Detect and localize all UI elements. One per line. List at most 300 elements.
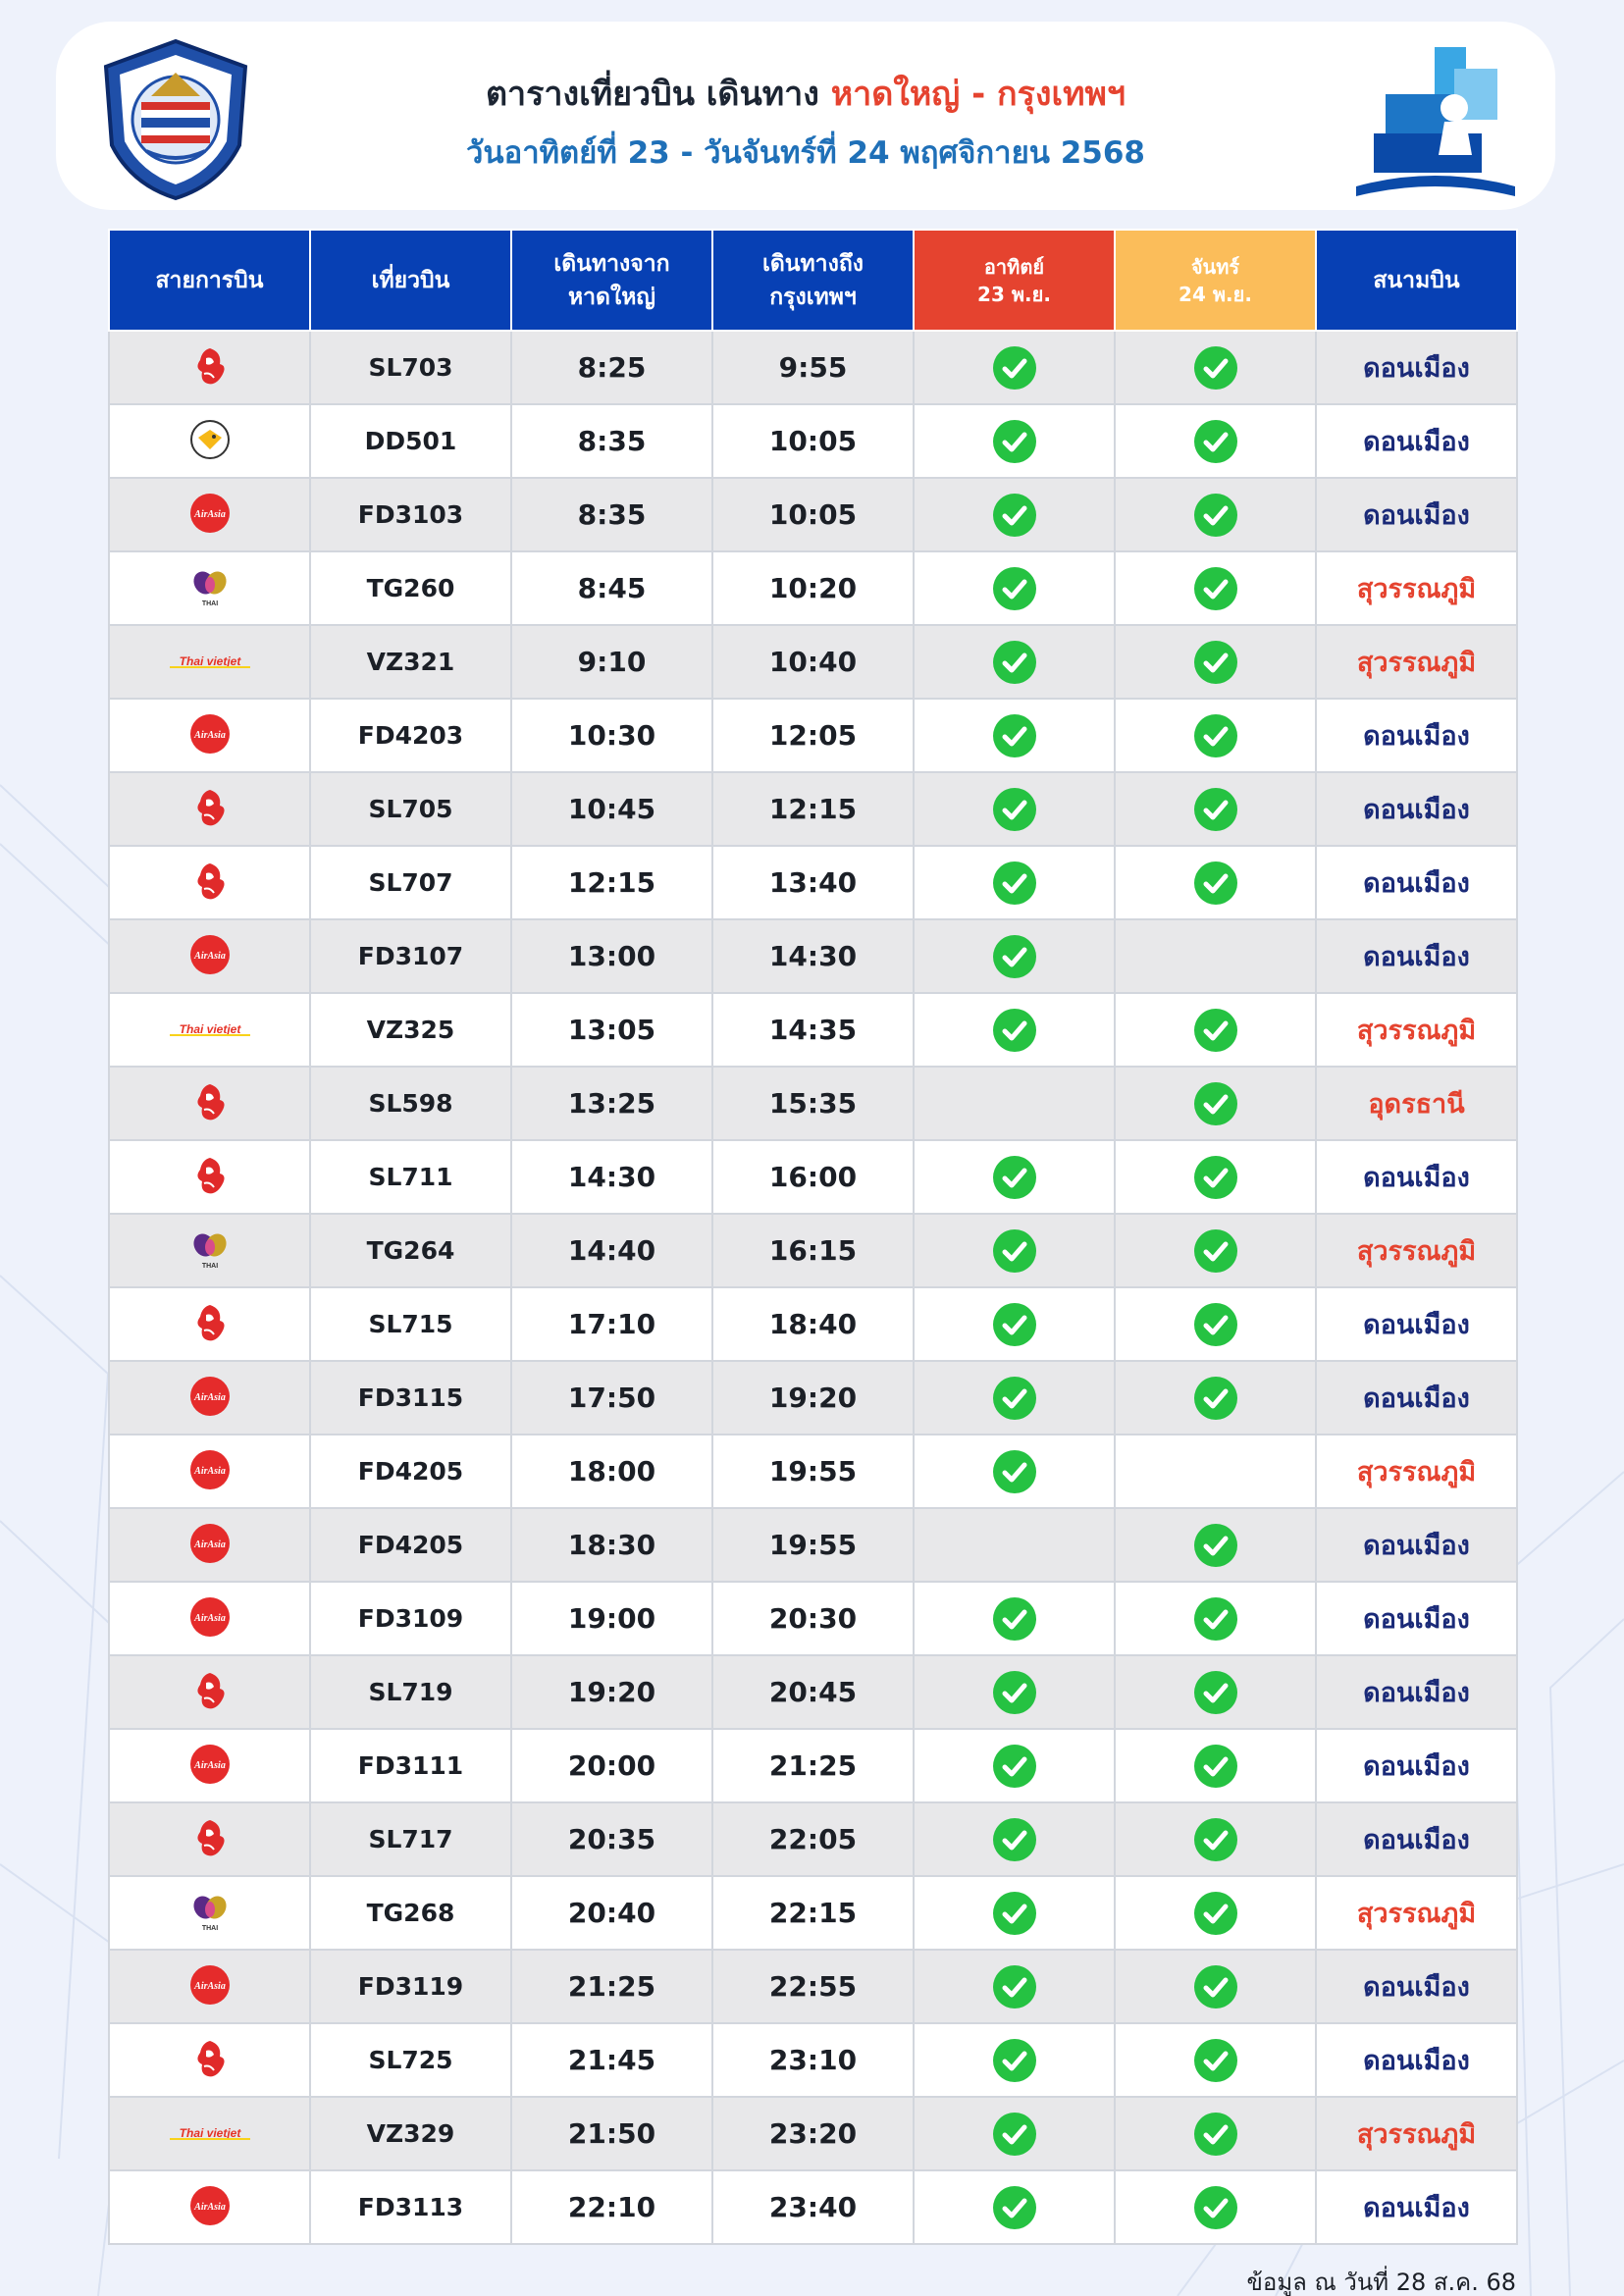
thai-icon bbox=[188, 1890, 232, 1937]
airline-logo-cell bbox=[109, 2170, 310, 2244]
airport-name: ดอนเมือง bbox=[1316, 1582, 1517, 1655]
airport-name: ดอนเมือง bbox=[1316, 1729, 1517, 1802]
airline-logo-cell bbox=[109, 331, 310, 404]
arrival-time: 23:10 bbox=[712, 2023, 914, 2097]
sunday-status-cell bbox=[914, 1287, 1115, 1361]
airline-logo-cell bbox=[109, 2023, 310, 2097]
airline-logo-cell bbox=[109, 625, 310, 699]
flight-number: FD4203 bbox=[310, 699, 511, 772]
check-icon bbox=[993, 788, 1036, 831]
flight-number: FD3109 bbox=[310, 1582, 511, 1655]
svg-text:Thai vietjet: Thai vietjet bbox=[179, 1021, 240, 1036]
marine-department-emblem-icon bbox=[102, 37, 249, 202]
departure-time: 14:30 bbox=[511, 1140, 712, 1214]
arrival-time: 22:15 bbox=[712, 1876, 914, 1950]
monday-status-cell bbox=[1115, 1729, 1316, 1802]
airport-name: ดอนเมือง bbox=[1316, 919, 1517, 993]
airport-name: อุดรธานี bbox=[1316, 1067, 1517, 1140]
header-airline: สายการบิน bbox=[109, 230, 310, 331]
arrival-time: 19:20 bbox=[712, 1361, 914, 1435]
svg-text:AirAsia: AirAsia bbox=[193, 1759, 226, 1771]
departure-time: 10:30 bbox=[511, 699, 712, 772]
svg-text:AirAsia: AirAsia bbox=[193, 1465, 226, 1477]
check-icon bbox=[1194, 1303, 1237, 1346]
flight-number: TG268 bbox=[310, 1876, 511, 1950]
airasia-icon bbox=[188, 1448, 232, 1495]
airline-logo-cell bbox=[109, 1435, 310, 1508]
page-title bbox=[56, 67, 1555, 120]
airasia-icon bbox=[188, 492, 232, 539]
flight-number: SL705 bbox=[310, 772, 511, 846]
arrival-time: 23:20 bbox=[712, 2097, 914, 2170]
check-icon bbox=[1194, 2039, 1237, 2082]
table-row bbox=[109, 1950, 1517, 2023]
departure-time: 19:00 bbox=[511, 1582, 712, 1655]
header-sunday: อาทิตย์ 23 พ.ย. bbox=[914, 230, 1115, 331]
check-icon bbox=[1194, 567, 1237, 610]
airport-name: สุวรรณภูมิ bbox=[1316, 1214, 1517, 1287]
flight-number: FD3113 bbox=[310, 2170, 511, 2244]
airport-name: สุวรรณภูมิ bbox=[1316, 551, 1517, 625]
sunday-status-cell bbox=[914, 2023, 1115, 2097]
flight-number: FD4205 bbox=[310, 1508, 511, 1582]
airline-logo-cell bbox=[109, 551, 310, 625]
monday-status-cell bbox=[1115, 1950, 1316, 2023]
sunday-status-cell bbox=[914, 625, 1115, 699]
airport-name: ดอนเมือง bbox=[1316, 478, 1517, 551]
departure-time: 19:20 bbox=[511, 1655, 712, 1729]
departure-time: 8:35 bbox=[511, 478, 712, 551]
data-as-of-note: ข้อมูล ณ วันที่ 28 ส.ค. 68 bbox=[1246, 2269, 1516, 2296]
svg-text:AirAsia: AirAsia bbox=[193, 508, 226, 520]
flight-number: FD3115 bbox=[310, 1361, 511, 1435]
sunday-status-cell bbox=[914, 551, 1115, 625]
header-monday: จันทร์ 24 พ.ย. bbox=[1115, 230, 1316, 331]
check-icon bbox=[1194, 1745, 1237, 1788]
arrival-time: 20:30 bbox=[712, 1582, 914, 1655]
flight-number: SL717 bbox=[310, 1802, 511, 1876]
check-icon bbox=[993, 346, 1036, 390]
sunday-status-cell bbox=[914, 1140, 1115, 1214]
departure-time: 21:50 bbox=[511, 2097, 712, 2170]
flight-number: SL598 bbox=[310, 1067, 511, 1140]
monday-status-cell bbox=[1115, 1655, 1316, 1729]
departure-time: 20:35 bbox=[511, 1802, 712, 1876]
check-icon bbox=[1194, 1524, 1237, 1567]
arrival-time: 12:05 bbox=[712, 699, 914, 772]
departure-time: 13:25 bbox=[511, 1067, 712, 1140]
sunday-status-cell bbox=[914, 1655, 1115, 1729]
airline-logo-cell bbox=[109, 1287, 310, 1361]
sunday-status-cell bbox=[914, 846, 1115, 919]
check-icon bbox=[993, 420, 1036, 463]
table-row bbox=[109, 1435, 1517, 1508]
svg-text:Thai vietjet: Thai vietjet bbox=[179, 2125, 240, 2140]
lionair-icon bbox=[190, 1301, 230, 1348]
page-subtitle: วันอาทิตย์ที่ 23 - วันจันทร์ที่ 24 พฤศจิกายน 2568 bbox=[465, 135, 1146, 171]
svg-text:THAI: THAI bbox=[201, 600, 218, 607]
lionair-icon bbox=[190, 1154, 230, 1201]
arrival-time: 13:40 bbox=[712, 846, 914, 919]
check-icon bbox=[1194, 1009, 1237, 1052]
lionair-icon bbox=[190, 344, 230, 391]
arrival-time: 10:20 bbox=[712, 551, 914, 625]
airport-name: ดอนเมือง bbox=[1316, 331, 1517, 404]
monday-status-cell bbox=[1115, 1140, 1316, 1214]
header-depart: เดินทางจาก หาดใหญ่ bbox=[511, 230, 712, 331]
lionair-icon bbox=[190, 786, 230, 833]
lionair-icon bbox=[190, 860, 230, 907]
svg-text:AirAsia: AirAsia bbox=[193, 1980, 226, 1992]
check-icon bbox=[993, 714, 1036, 757]
flight-number: SL719 bbox=[310, 1655, 511, 1729]
airport-name: สุวรรณภูมิ bbox=[1316, 1435, 1517, 1508]
title-prefix: ตารางเที่ยวบิน เดินทาง bbox=[485, 75, 831, 114]
sunday-status-cell bbox=[914, 1729, 1115, 1802]
table-row bbox=[109, 1802, 1517, 1876]
sunday-status-cell bbox=[914, 1582, 1115, 1655]
check-icon bbox=[993, 1303, 1036, 1346]
departure-time: 17:50 bbox=[511, 1361, 712, 1435]
arrival-time: 19:55 bbox=[712, 1508, 914, 1582]
airline-logo-cell bbox=[109, 1802, 310, 1876]
thai-icon bbox=[188, 565, 232, 612]
flight-number: TG260 bbox=[310, 551, 511, 625]
departure-time: 13:05 bbox=[511, 993, 712, 1067]
airline-logo-cell bbox=[109, 1361, 310, 1435]
flight-number: VZ329 bbox=[310, 2097, 511, 2170]
departure-time: 8:45 bbox=[511, 551, 712, 625]
arrival-time: 10:05 bbox=[712, 478, 914, 551]
flight-number: VZ321 bbox=[310, 625, 511, 699]
check-icon bbox=[993, 935, 1036, 978]
flight-number: TG264 bbox=[310, 1214, 511, 1287]
arrival-time: 14:35 bbox=[712, 993, 914, 1067]
arrival-time: 14:30 bbox=[712, 919, 914, 993]
airport-name: ดอนเมือง bbox=[1316, 1655, 1517, 1729]
flight-number: SL711 bbox=[310, 1140, 511, 1214]
airasia-icon bbox=[188, 1743, 232, 1790]
check-icon bbox=[993, 2039, 1036, 2082]
sunday-status-cell bbox=[914, 772, 1115, 846]
sunday-status-cell bbox=[914, 331, 1115, 404]
airport-name: ดอนเมือง bbox=[1316, 1802, 1517, 1876]
monday-status-cell bbox=[1115, 1582, 1316, 1655]
flight-number: FD3119 bbox=[310, 1950, 511, 2023]
airport-name: ดอนเมือง bbox=[1316, 2023, 1517, 2097]
check-icon bbox=[993, 494, 1036, 537]
title-route: หาดใหญ่ - กรุงเทพฯ bbox=[830, 75, 1126, 114]
airport-name: สุวรรณภูมิ bbox=[1316, 625, 1517, 699]
sunday-status-cell bbox=[914, 2170, 1115, 2244]
check-icon bbox=[1194, 1156, 1237, 1199]
sunday-status-cell bbox=[914, 1214, 1115, 1287]
airport-name: ดอนเมือง bbox=[1316, 1950, 1517, 2023]
sunday-status-cell bbox=[914, 1361, 1115, 1435]
airasia-icon bbox=[188, 712, 232, 759]
sunday-status-cell bbox=[914, 404, 1115, 478]
airline-logo-cell bbox=[109, 1067, 310, 1140]
monday-status-cell bbox=[1115, 331, 1316, 404]
arrival-time: 22:55 bbox=[712, 1950, 914, 2023]
svg-text:AirAsia: AirAsia bbox=[193, 950, 226, 962]
airport-name: ดอนเมือง bbox=[1316, 1508, 1517, 1582]
airline-logo-cell bbox=[109, 404, 310, 478]
check-icon bbox=[993, 2113, 1036, 2156]
arrival-time: 10:05 bbox=[712, 404, 914, 478]
check-icon bbox=[993, 1818, 1036, 1861]
table-header-row bbox=[109, 230, 1517, 331]
departure-time: 12:15 bbox=[511, 846, 712, 919]
airport-name: ดอนเมือง bbox=[1316, 699, 1517, 772]
airport-name: ดอนเมือง bbox=[1316, 846, 1517, 919]
lionair-icon bbox=[190, 2037, 230, 2084]
check-icon bbox=[1194, 1597, 1237, 1641]
monday-status-cell bbox=[1115, 993, 1316, 1067]
svg-text:AirAsia: AirAsia bbox=[193, 1391, 226, 1403]
sunday-status-cell bbox=[914, 1876, 1115, 1950]
table-row bbox=[109, 551, 1517, 625]
monday-status-cell bbox=[1115, 1876, 1316, 1950]
monday-status-cell bbox=[1115, 1067, 1316, 1140]
flight-number: DD501 bbox=[310, 404, 511, 478]
check-icon bbox=[993, 2186, 1036, 2229]
sunday-status-cell bbox=[914, 478, 1115, 551]
check-icon bbox=[1194, 1377, 1237, 1420]
header-banner bbox=[56, 22, 1555, 210]
airasia-icon bbox=[188, 2184, 232, 2231]
svg-text:Thai vietjet: Thai vietjet bbox=[179, 653, 240, 668]
monday-status-cell bbox=[1115, 2170, 1316, 2244]
check-icon bbox=[1194, 1082, 1237, 1125]
arrival-time: 23:40 bbox=[712, 2170, 914, 2244]
arrival-time: 10:40 bbox=[712, 625, 914, 699]
sunday-status-cell bbox=[914, 1950, 1115, 2023]
check-icon bbox=[993, 861, 1036, 905]
monday-status-cell bbox=[1115, 1802, 1316, 1876]
lionair-icon bbox=[190, 1669, 230, 1716]
sunday-status-cell bbox=[914, 1508, 1115, 1582]
airport-name: ดอนเมือง bbox=[1316, 1361, 1517, 1435]
arrival-time: 21:25 bbox=[712, 1729, 914, 1802]
check-icon bbox=[993, 1377, 1036, 1420]
departure-time: 21:45 bbox=[511, 2023, 712, 2097]
table-row bbox=[109, 1876, 1517, 1950]
airline-logo-cell bbox=[109, 1582, 310, 1655]
monday-status-cell bbox=[1115, 1287, 1316, 1361]
table-row bbox=[109, 625, 1517, 699]
airport-name: ดอนเมือง bbox=[1316, 1287, 1517, 1361]
airasia-icon bbox=[188, 1375, 232, 1422]
airport-name: ดอนเมือง bbox=[1316, 2170, 1517, 2244]
airline-logo-cell bbox=[109, 1214, 310, 1287]
airport-name: สุวรรณภูมิ bbox=[1316, 1876, 1517, 1950]
airline-logo-cell bbox=[109, 919, 310, 993]
check-icon bbox=[993, 567, 1036, 610]
arrival-time: 19:55 bbox=[712, 1435, 914, 1508]
airasia-icon bbox=[188, 1595, 232, 1643]
svg-text:THAI: THAI bbox=[201, 1924, 218, 1932]
table-row bbox=[109, 919, 1517, 993]
svg-text:AirAsia: AirAsia bbox=[193, 1612, 226, 1624]
header-airport: สนามบิน bbox=[1316, 230, 1517, 331]
table-row bbox=[109, 1140, 1517, 1214]
monday-status-cell bbox=[1115, 551, 1316, 625]
table-row bbox=[109, 846, 1517, 919]
check-icon bbox=[993, 1009, 1036, 1052]
table-row bbox=[109, 478, 1517, 551]
flight-number: SL707 bbox=[310, 846, 511, 919]
table-row bbox=[109, 1361, 1517, 1435]
airline-logo-cell bbox=[109, 846, 310, 919]
table-row bbox=[109, 993, 1517, 1067]
check-icon bbox=[993, 1965, 1036, 2009]
vietjet-icon bbox=[166, 1014, 254, 1047]
header-flight: เที่ยวบิน bbox=[310, 230, 511, 331]
check-icon bbox=[1194, 1229, 1237, 1273]
monday-status-cell bbox=[1115, 478, 1316, 551]
airline-logo-cell bbox=[109, 993, 310, 1067]
svg-text:AirAsia: AirAsia bbox=[193, 2201, 226, 2213]
nokair-icon bbox=[188, 418, 232, 465]
departure-time: 20:00 bbox=[511, 1729, 712, 1802]
arrival-time: 18:40 bbox=[712, 1287, 914, 1361]
table-row bbox=[109, 1214, 1517, 1287]
check-icon bbox=[993, 1229, 1036, 1273]
airline-logo-cell bbox=[109, 1655, 310, 1729]
airport-name: สุวรรณภูมิ bbox=[1316, 2097, 1517, 2170]
thai-icon bbox=[188, 1227, 232, 1275]
sunday-status-cell bbox=[914, 699, 1115, 772]
monday-status-cell bbox=[1115, 2097, 1316, 2170]
check-icon bbox=[1194, 2113, 1237, 2156]
check-icon bbox=[1194, 714, 1237, 757]
arrival-time: 15:35 bbox=[712, 1067, 914, 1140]
monday-status-cell bbox=[1115, 919, 1316, 993]
table-row bbox=[109, 2170, 1517, 2244]
arrival-time: 22:05 bbox=[712, 1802, 914, 1876]
svg-text:AirAsia: AirAsia bbox=[193, 1539, 226, 1550]
monday-status-cell bbox=[1115, 699, 1316, 772]
airline-logo-cell bbox=[109, 1140, 310, 1214]
ministry-logo-icon bbox=[1346, 39, 1523, 206]
airasia-icon bbox=[188, 1522, 232, 1569]
arrival-time: 16:15 bbox=[712, 1214, 914, 1287]
check-icon bbox=[1194, 1965, 1237, 2009]
table-row bbox=[109, 1508, 1517, 1582]
departure-time: 9:10 bbox=[511, 625, 712, 699]
departure-time: 18:30 bbox=[511, 1508, 712, 1582]
flight-number: VZ325 bbox=[310, 993, 511, 1067]
arrival-time: 9:55 bbox=[712, 331, 914, 404]
airport-name: ดอนเมือง bbox=[1316, 772, 1517, 846]
airport-name: ดอนเมือง bbox=[1316, 404, 1517, 478]
flight-number: SL715 bbox=[310, 1287, 511, 1361]
airport-name: สุวรรณภูมิ bbox=[1316, 993, 1517, 1067]
lionair-icon bbox=[190, 1816, 230, 1863]
check-icon bbox=[1194, 1671, 1237, 1714]
airasia-icon bbox=[188, 933, 232, 980]
flight-number: FD4205 bbox=[310, 1435, 511, 1508]
sunday-status-cell bbox=[914, 2097, 1115, 2170]
check-icon bbox=[993, 1597, 1036, 1641]
check-icon bbox=[993, 1892, 1036, 1935]
table-row bbox=[109, 1582, 1517, 1655]
table-row bbox=[109, 772, 1517, 846]
table-row bbox=[109, 2097, 1517, 2170]
sunday-status-cell bbox=[914, 993, 1115, 1067]
table-row bbox=[109, 1655, 1517, 1729]
arrival-time: 16:00 bbox=[712, 1140, 914, 1214]
check-icon bbox=[1194, 1818, 1237, 1861]
monday-status-cell bbox=[1115, 772, 1316, 846]
svg-text:AirAsia: AirAsia bbox=[193, 729, 226, 741]
arrival-time: 20:45 bbox=[712, 1655, 914, 1729]
airline-logo-cell bbox=[109, 1950, 310, 2023]
airline-logo-cell bbox=[109, 699, 310, 772]
check-icon bbox=[993, 1671, 1036, 1714]
flight-number: SL703 bbox=[310, 331, 511, 404]
monday-status-cell bbox=[1115, 1435, 1316, 1508]
table-row bbox=[109, 2023, 1517, 2097]
flight-schedule-table bbox=[108, 229, 1518, 2245]
table-row bbox=[109, 1067, 1517, 1140]
check-icon bbox=[1194, 2186, 1237, 2229]
check-icon bbox=[993, 641, 1036, 684]
sunday-status-cell bbox=[914, 1435, 1115, 1508]
check-icon bbox=[993, 1450, 1036, 1493]
monday-status-cell bbox=[1115, 1214, 1316, 1287]
airline-logo-cell bbox=[109, 1508, 310, 1582]
lionair-icon bbox=[190, 1080, 230, 1127]
airasia-icon bbox=[188, 1963, 232, 2010]
header-arrive: เดินทางถึง กรุงเทพฯ bbox=[712, 230, 914, 331]
svg-text:THAI: THAI bbox=[201, 1262, 218, 1270]
arrival-time: 12:15 bbox=[712, 772, 914, 846]
departure-time: 8:35 bbox=[511, 404, 712, 478]
flight-number: FD3103 bbox=[310, 478, 511, 551]
departure-time: 21:25 bbox=[511, 1950, 712, 2023]
monday-status-cell bbox=[1115, 1508, 1316, 1582]
vietjet-icon bbox=[166, 2117, 254, 2151]
table-row bbox=[109, 699, 1517, 772]
monday-status-cell bbox=[1115, 846, 1316, 919]
flight-number: FD3111 bbox=[310, 1729, 511, 1802]
departure-time: 10:45 bbox=[511, 772, 712, 846]
airline-logo-cell bbox=[109, 1729, 310, 1802]
check-icon bbox=[1194, 1892, 1237, 1935]
airline-logo-cell bbox=[109, 2097, 310, 2170]
sunday-status-cell bbox=[914, 919, 1115, 993]
monday-status-cell bbox=[1115, 625, 1316, 699]
table-row bbox=[109, 331, 1517, 404]
check-icon bbox=[993, 1745, 1036, 1788]
table-row bbox=[109, 404, 1517, 478]
check-icon bbox=[1194, 788, 1237, 831]
airline-logo-cell bbox=[109, 1876, 310, 1950]
monday-status-cell bbox=[1115, 2023, 1316, 2097]
airline-logo-cell bbox=[109, 478, 310, 551]
monday-status-cell bbox=[1115, 404, 1316, 478]
departure-time: 8:25 bbox=[511, 331, 712, 404]
sunday-status-cell bbox=[914, 1067, 1115, 1140]
departure-time: 14:40 bbox=[511, 1214, 712, 1287]
check-icon bbox=[1194, 641, 1237, 684]
departure-time: 18:00 bbox=[511, 1435, 712, 1508]
check-icon bbox=[1194, 494, 1237, 537]
table-row bbox=[109, 1287, 1517, 1361]
monday-status-cell bbox=[1115, 1361, 1316, 1435]
